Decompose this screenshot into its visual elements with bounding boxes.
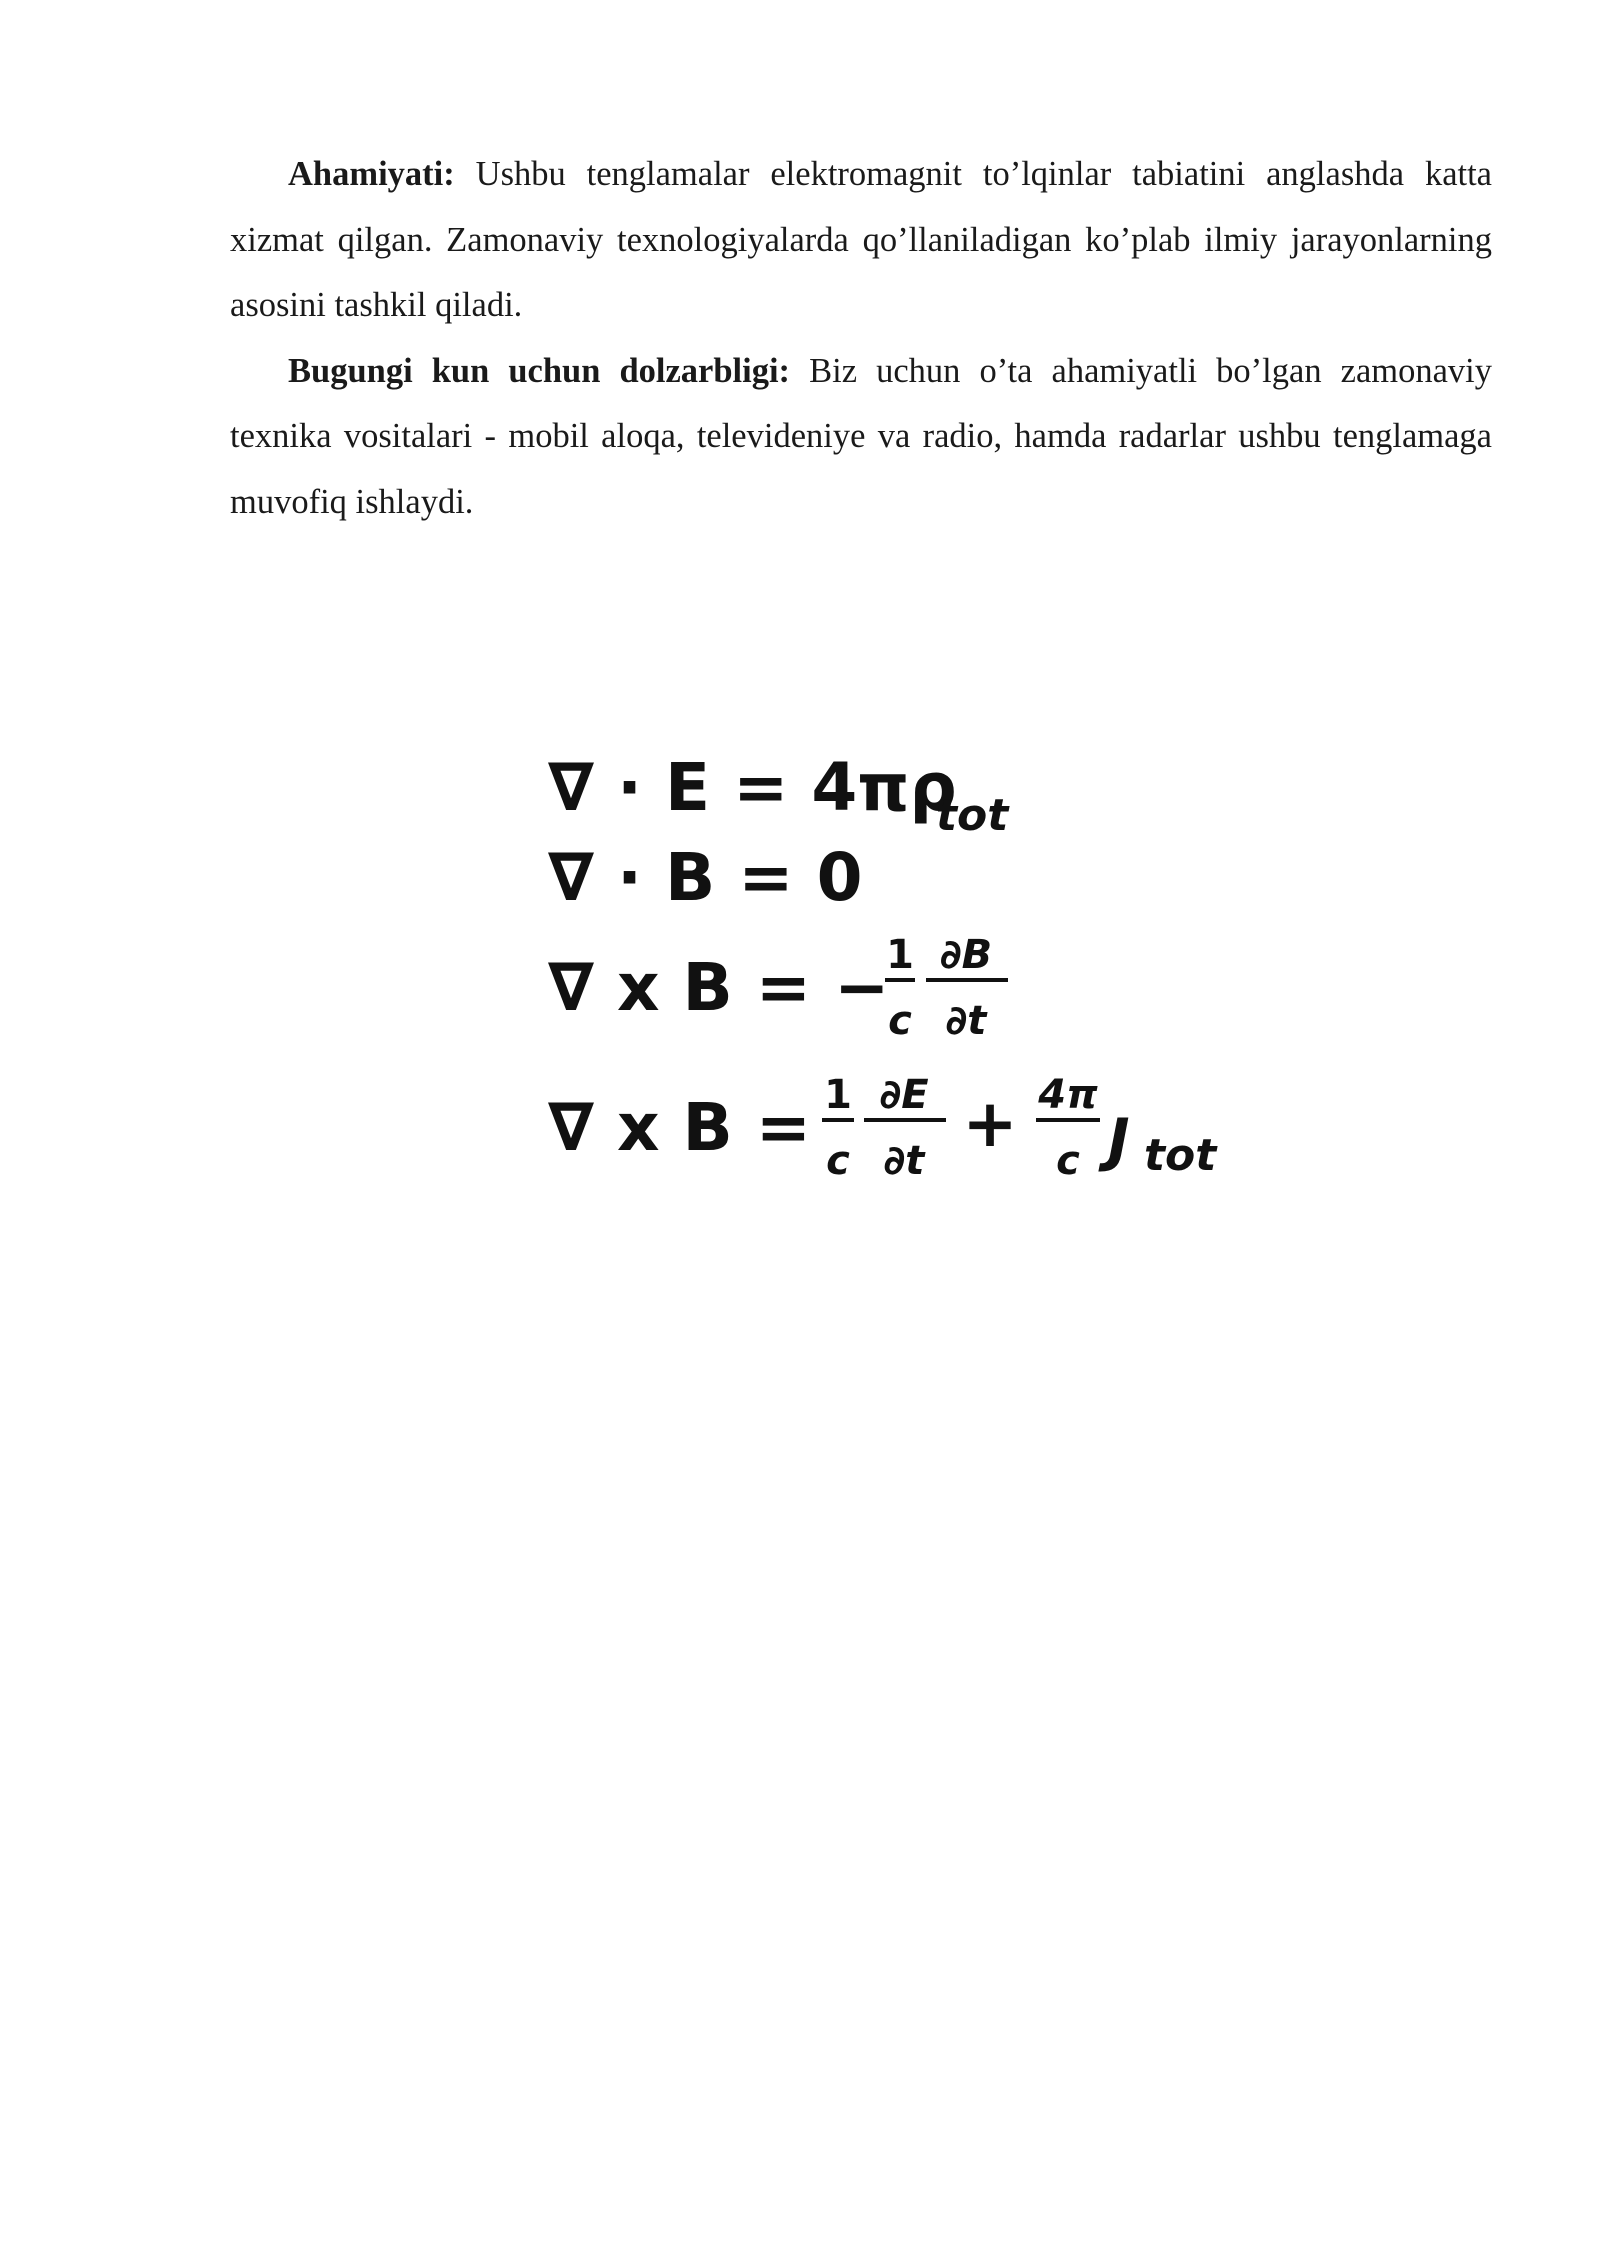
eq4-frac1-numerator: 1 — [824, 1072, 852, 1118]
eq4-frac3-numerator: 4π — [1038, 1072, 1098, 1118]
eq4-subscript: tot — [1144, 1130, 1217, 1181]
paragraph-label: Ahamiyati: — [288, 155, 455, 193]
maxwell-equations-image — [548, 742, 1238, 1212]
eq4-plus: + — [962, 1085, 1018, 1162]
paragraph-text: Biz uchun o’ta ahamiyatli bo’lgan zamonaviy texnika vositalari - mobil aloqa, televideniye va radio, hamda radarlar ushbu tenglamaga muvofiq ishlaydi. — [230, 351, 1492, 521]
eq3-frac2-numerator: ∂B — [939, 932, 993, 978]
eq1-main: ∇ · E = 4πρ — [548, 749, 957, 826]
eq4-frac2-denominator: ∂t — [883, 1138, 925, 1184]
eq1-subscript: tot — [936, 790, 1009, 841]
paragraph-label: Bugungi kun uchun dolzarbligi: — [288, 351, 791, 390]
eq4-current-symbol: J — [1108, 1106, 1130, 1174]
body-text — [230, 142, 1492, 535]
eq3-frac2-denominator: ∂t — [945, 998, 987, 1044]
eq4-main: ∇ x B = — [548, 1089, 812, 1166]
equations-svg — [548, 742, 1238, 1212]
eq3-frac1-denominator: c — [888, 998, 912, 1044]
paragraph-text: Ushbu tenglamalar elektromagnit to’lqinlar tabiatini anglashda katta xizmat qilgan. Zamonaviy texnologiyalarda qo’llaniladigan ko’plab ilmiy jarayonlarning asosini tashkil qiladi. — [230, 155, 1492, 324]
paragraph-dolzarbligi — [230, 339, 1492, 536]
eq3-frac1-numerator: 1 — [886, 932, 914, 978]
eq2-main: ∇ · B = 0 — [548, 839, 863, 916]
paragraph-ahamiyati — [230, 142, 1492, 339]
eq4-frac3-denominator: c — [1056, 1138, 1080, 1184]
eq4-frac1-denominator: c — [826, 1138, 850, 1184]
eq3-main: ∇ x B = − — [548, 949, 890, 1026]
eq4-frac2-numerator: ∂E — [879, 1072, 929, 1118]
